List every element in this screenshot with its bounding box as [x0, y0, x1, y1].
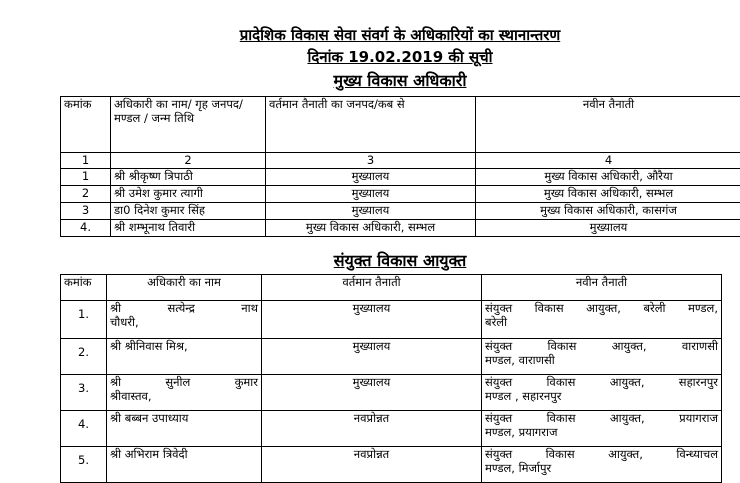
- serial-number: 1.: [61, 301, 107, 339]
- table-row: [61, 220, 740, 237]
- col-header-serial: कमांक: [61, 97, 111, 153]
- officer-name-cell: [107, 375, 262, 411]
- new-posting: मुख्य विकास अधिकारी, सम्भल: [476, 186, 740, 203]
- current-posting: मुख्यालय: [262, 339, 482, 375]
- officer-name-cell: [107, 447, 262, 483]
- new-posting-cell: [482, 301, 722, 339]
- new-posting-line2: मण्डल , सहारनपुर: [485, 389, 718, 403]
- section-title-cdo: मुख्य विकास अधिकारी: [30, 72, 740, 90]
- new-posting-line1: संयुक्त विकास आयुक्त, प्रयागराज: [485, 411, 718, 425]
- new-posting-cell: [482, 375, 722, 411]
- officer-name: श्री शम्भूनाथ तिवारी: [111, 220, 266, 237]
- col-header-new-posting: नवीन तैनाती: [476, 97, 740, 153]
- column-number: 3: [266, 153, 476, 169]
- current-posting: नवप्रोन्नत: [262, 447, 482, 483]
- list-date: दिनांक 19.02.2019 की सूची: [30, 48, 740, 66]
- current-posting: मुख्यालय: [266, 203, 476, 220]
- current-posting: मुख्यालय: [262, 375, 482, 411]
- current-posting: मुख्य विकास अधिकारी, सम्भल: [266, 220, 476, 237]
- column-number: 4: [476, 153, 740, 169]
- table-row: [61, 375, 722, 411]
- officer-name-line2: श्रीवास्तव,: [110, 389, 258, 403]
- table-row: [61, 447, 722, 483]
- col-header-current-posting: वर्तमान तैनाती: [262, 275, 482, 301]
- serial-number: 2: [61, 186, 111, 203]
- jdc-transfer-table: [60, 274, 722, 483]
- new-posting: मुख्य विकास अधिकारी, औरैया: [476, 169, 740, 186]
- officer-name-cell: [107, 301, 262, 339]
- officer-name-line2: चौधरी,: [110, 315, 258, 329]
- col-header-new-posting: नवीन तैनाती: [482, 275, 722, 301]
- officer-name-line1: श्री अभिराम त्रिवेदी: [110, 447, 258, 461]
- serial-number: 3.: [61, 375, 107, 411]
- new-posting-line2: बरेली: [485, 315, 718, 329]
- cdo-transfer-table: [60, 96, 740, 237]
- table-row: [61, 411, 722, 447]
- new-posting-line1: संयुक्त विकास आयुक्त, वाराणसी: [485, 339, 718, 353]
- document-title: प्रादेशिक विकास सेवा संवर्ग के अधिकारियों का स्थानान्तरण: [30, 26, 740, 44]
- new-posting-line2: मण्डल, मिर्जापुर: [485, 461, 718, 475]
- current-posting: मुख्यालय: [266, 186, 476, 203]
- table-row: [61, 301, 722, 339]
- new-posting-cell: [482, 447, 722, 483]
- officer-name-cell: [107, 411, 262, 447]
- serial-number: 4.: [61, 220, 111, 237]
- new-posting-line2: मण्डल, प्रयागराज: [485, 425, 718, 439]
- new-posting-line1: संयुक्त विकास आयुक्त, सहारनपुर: [485, 375, 718, 389]
- col-header-serial: कमांक: [61, 275, 107, 301]
- table-row: [61, 186, 740, 203]
- serial-number: 1: [61, 169, 111, 186]
- serial-number: 2.: [61, 339, 107, 375]
- new-posting: मुख्य विकास अधिकारी, कासगंज: [476, 203, 740, 220]
- section-title-jdc: संयुक्त विकास आयुक्त: [30, 252, 740, 270]
- officer-name: डा0 दिनेश कुमार सिंह: [111, 203, 266, 220]
- table-header-row: [61, 97, 740, 153]
- new-posting-line1: संयुक्त विकास आयुक्त, बरेली मण्डल,: [485, 301, 718, 315]
- serial-number: 5.: [61, 447, 107, 483]
- officer-name-line1: श्री सुनील कुमार: [110, 375, 258, 389]
- col-header-name: अधिकारी का नाम/ गृह जनपद/मण्डल / जन्म तिथि: [111, 97, 266, 153]
- col-header-name: अधिकारी का नाम: [107, 275, 262, 301]
- serial-number: 3: [61, 203, 111, 220]
- serial-number: 4.: [61, 411, 107, 447]
- officer-name: श्री उमेश कुमार त्यागी: [111, 186, 266, 203]
- table-row: [61, 339, 722, 375]
- column-number-row: [61, 153, 740, 169]
- officer-name-line1: श्री सत्येन्द्र नाथ: [110, 301, 258, 315]
- new-posting-line2: मण्डल, वाराणसी: [485, 353, 718, 367]
- column-number: 1: [61, 153, 111, 169]
- new-posting: मुख्यालय: [476, 220, 740, 237]
- table-row: [61, 169, 740, 186]
- current-posting: मुख्यालय: [266, 169, 476, 186]
- new-posting-cell: [482, 411, 722, 447]
- new-posting-cell: [482, 339, 722, 375]
- officer-name: श्री श्रीकृष्ण त्रिपाठी: [111, 169, 266, 186]
- officer-name-cell: [107, 339, 262, 375]
- col-header-current-posting: वर्तमान तैनाती का जनपद/कब से: [266, 97, 476, 153]
- new-posting-line1: संयुक्त विकास आयुक्त, विन्ध्याचल: [485, 447, 718, 461]
- column-number: 2: [111, 153, 266, 169]
- current-posting: मुख्यालय: [262, 301, 482, 339]
- officer-name-line1: श्री श्रीनिवास मिश्र,: [110, 339, 258, 353]
- table-row: [61, 203, 740, 220]
- officer-name-line1: श्री बब्बन उपाध्याय: [110, 411, 258, 425]
- current-posting: नवप्रोन्नत: [262, 411, 482, 447]
- table-header-row: [61, 275, 722, 301]
